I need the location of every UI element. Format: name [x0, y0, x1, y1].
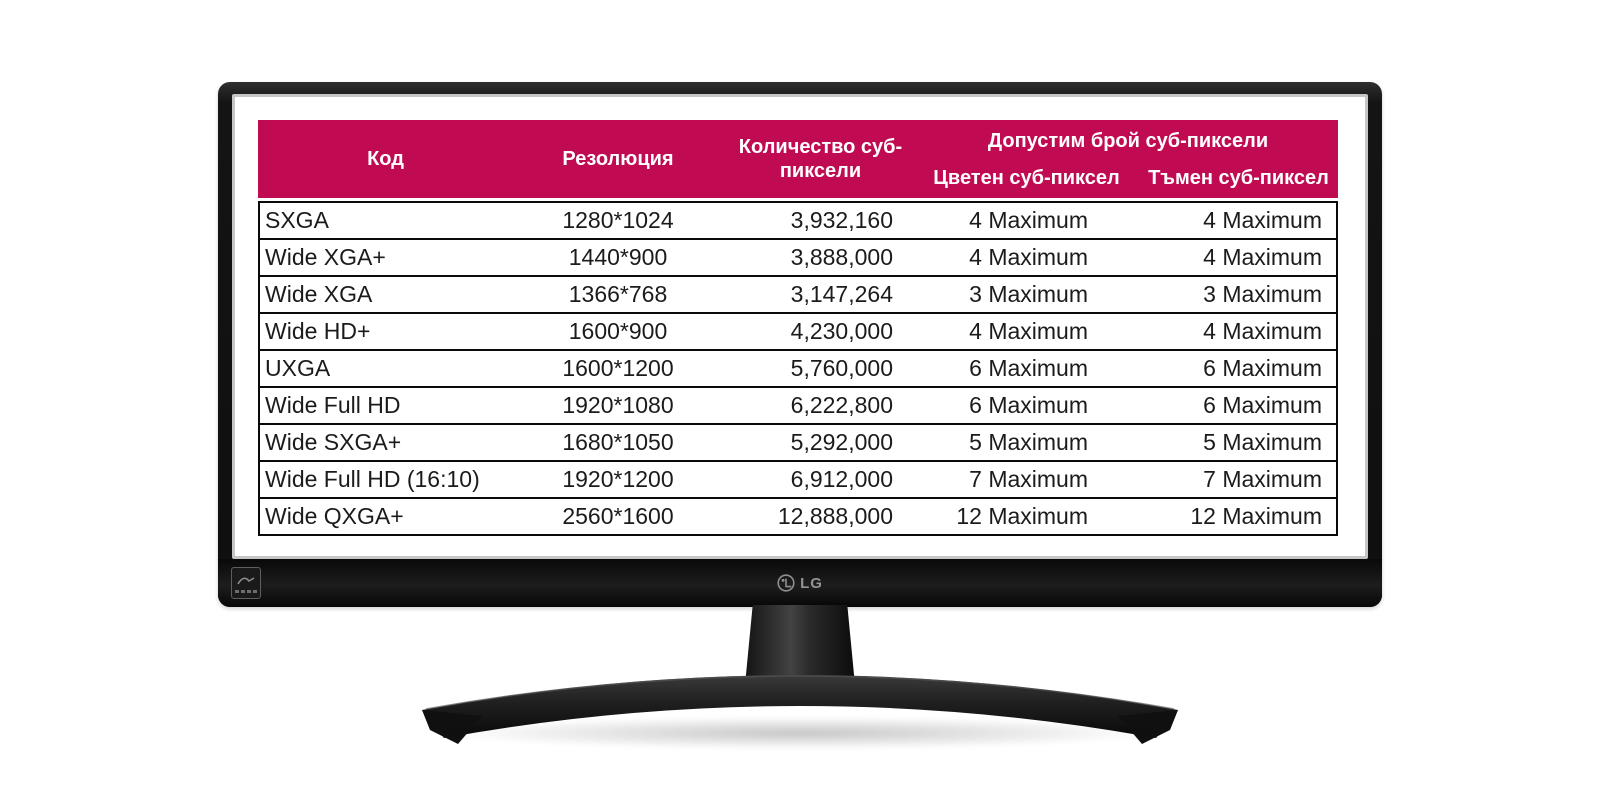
cell-bright: 6 Maximum	[969, 355, 1088, 381]
monitor-screen	[232, 94, 1368, 559]
cell-bright: 4 Maximum	[969, 244, 1088, 270]
cell-code: Wide QXGA+	[265, 503, 404, 529]
table-row	[260, 238, 1336, 275]
table-row	[260, 312, 1336, 349]
cell-dark: 6 Maximum	[1203, 392, 1322, 418]
cell-bright: 6 Maximum	[969, 392, 1088, 418]
cell-subpixels: 3,888,000	[790, 244, 893, 270]
col-header-subpixels: Количество суб-пиксели	[738, 136, 903, 182]
table-row	[260, 386, 1336, 423]
cell-dark: 4 Maximum	[1203, 244, 1322, 270]
col-header-allowed-group: Допустим брой суб-пиксели	[987, 130, 1269, 152]
cell-resolution: 1280*1024	[562, 207, 674, 233]
table-row	[260, 275, 1336, 312]
cell-code: Wide XGA	[265, 281, 373, 307]
cell-subpixels: 5,292,000	[790, 429, 893, 455]
cell-subpixels: 4,230,000	[790, 318, 893, 344]
cell-bright: 4 Maximum	[969, 318, 1088, 344]
col-header-code: Код	[367, 148, 404, 170]
cell-bright: 4 Maximum	[969, 207, 1088, 233]
subpixel-spec-table	[258, 120, 1338, 536]
lg-logo-text: LG	[800, 574, 823, 592]
cell-bright: 3 Maximum	[969, 281, 1088, 307]
cell-resolution: 1440*900	[568, 244, 668, 270]
cell-resolution: 1600*1200	[562, 355, 674, 381]
cell-bright: 7 Maximum	[969, 466, 1088, 492]
ultrawide-badge-icon	[231, 567, 261, 599]
col-header-bright-subpixel: Цветен суб-пиксел	[933, 167, 1120, 189]
cell-dark: 4 Maximum	[1203, 318, 1322, 344]
cell-subpixels: 6,222,800	[790, 392, 893, 418]
cell-dark: 5 Maximum	[1203, 429, 1322, 455]
cell-resolution: 1920*1080	[562, 392, 674, 418]
cell-code: Wide SXGA+	[265, 429, 402, 455]
table-row	[260, 497, 1336, 534]
cell-dark: 6 Maximum	[1203, 355, 1322, 381]
cell-code: Wide Full HD	[265, 392, 401, 418]
cell-resolution: 2560*1600	[562, 503, 674, 529]
cell-dark: 7 Maximum	[1203, 466, 1322, 492]
col-header-dark-subpixel: Тъмен суб-пиксел	[1148, 167, 1329, 189]
lg-symbol-icon	[777, 574, 795, 592]
cell-resolution: 1600*900	[568, 318, 668, 344]
cell-subpixels: 5,760,000	[790, 355, 893, 381]
cell-resolution: 1920*1200	[562, 466, 674, 492]
monitor-bottom-bezel	[218, 559, 1382, 607]
cell-code: Wide XGA+	[265, 244, 386, 270]
cell-code: Wide HD+	[265, 318, 371, 344]
cell-bright: 5 Maximum	[969, 429, 1088, 455]
cell-code: Wide Full HD (16:10)	[265, 466, 480, 492]
stand-floor-shadow	[430, 716, 1170, 750]
table-row	[260, 349, 1336, 386]
cell-resolution: 1366*768	[568, 281, 668, 307]
cell-dark: 4 Maximum	[1203, 207, 1322, 233]
cell-code: UXGA	[265, 355, 331, 381]
cell-dark: 12 Maximum	[1190, 503, 1322, 529]
table-row	[260, 423, 1336, 460]
table-row	[260, 203, 1336, 238]
cell-subpixels: 12,888,000	[777, 503, 893, 529]
table-row	[260, 460, 1336, 497]
cell-bright: 12 Maximum	[956, 503, 1088, 529]
table-body	[258, 201, 1338, 536]
cell-subpixels: 3,932,160	[790, 207, 893, 233]
lg-logo	[777, 574, 823, 592]
cell-subpixels: 6,912,000	[790, 466, 893, 492]
monitor	[218, 82, 1382, 607]
cell-subpixels: 3,147,264	[790, 281, 893, 307]
table-header	[258, 120, 1338, 198]
col-header-resolution: Резолюция	[562, 148, 674, 170]
cell-dark: 3 Maximum	[1203, 281, 1322, 307]
cell-resolution: 1680*1050	[562, 429, 674, 455]
cell-code: SXGA	[265, 207, 329, 233]
